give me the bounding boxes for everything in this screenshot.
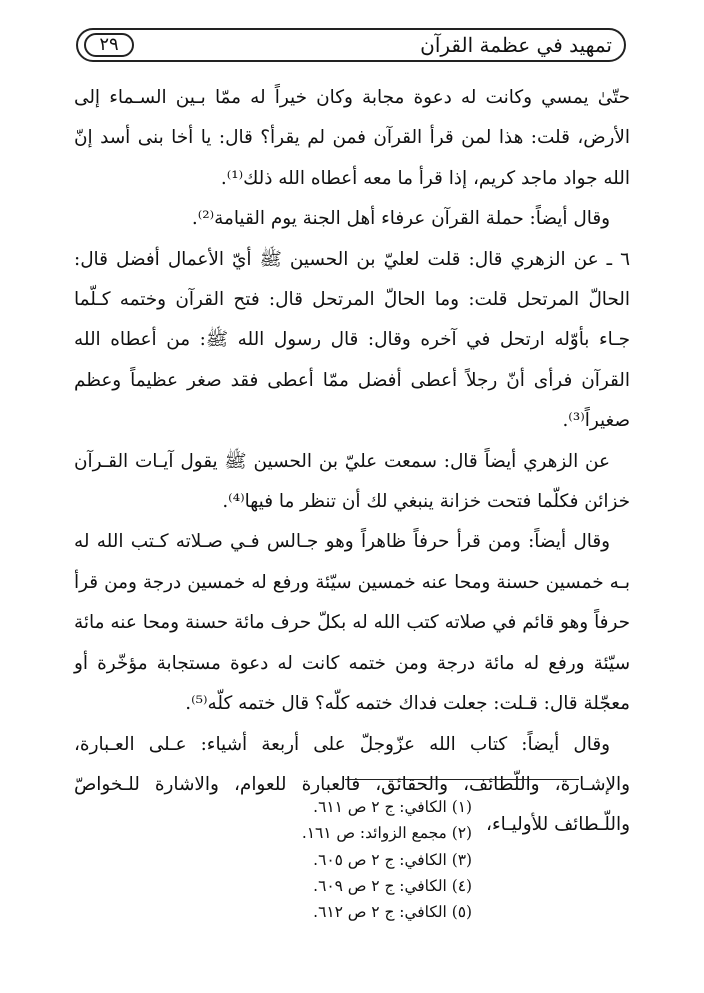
page-header (76, 28, 626, 62)
footnote-divider (345, 779, 579, 780)
paragraph: وقال أيضاً: حملة القرآن عرفاء أهل الجنة يوم القيامة⁽²⁾. (191, 208, 610, 230)
main-text (74, 78, 630, 846)
footnote: (٣) الكافي: ج ٢ ص ٦٠٥. (313, 850, 472, 869)
footnotes (212, 794, 472, 925)
paragraph: وقال أيضاً: كتاب الله عزّوجلّ على أربعة أشياء: عـلى العـبارة، والإشـارة، واللّطائف، والحقائق، فالعبارة للعوام، والاشارة للـخواصّ واللّـطائف للأوليـاء، (74, 733, 630, 836)
paragraph: حتّىٰ يمسي وكانت له دعوة مجابة وكان خيراً له ممّا بـين السـماء إلى الأرض، قلت: هذا لمن قرأ القرآن فمن لم يقرأ؟ قال: يا أخا بنى أسد إنّ الله جواد ماجد كريم، إذا قرأ ما معه أعطاه الله ذلك⁽¹⁾. (74, 87, 630, 189)
page-number: ٢٩ (84, 33, 134, 57)
paragraph: وقال أيضاً: ومن قرأ حرفاً ظاهراً وهو جـالس فـي صـلاته كـتب الله له بـه خمسين حسنة ومحا عنه خمسين سيّئة ورفع له خمسين درجة ومن قرأ حرفاً وهو قائم في صلاته كتب الله له بكلّ حرف مائة حسنة ومحا عنه مائة سيّئة ورفع له مائة درجة ومن ختمه كانت له دعوة مستجابة مؤخّرة أو معجّلة قال: قـلت: جعلت فداك ختمه كلّه؟ قال ختمه كلّه⁽⁵⁾. (74, 531, 630, 715)
footnote: (٤) الكافي: ج ٢ ص ٦٠٩. (313, 876, 472, 895)
paragraph: عن الزهري أيضاً قال: سمعت عليّ بن الحسين ﷺ يقول آيـات القـرآن خزائن فكلّما فتحت خزانة ينبغي لك أن تنظر ما فيها⁽⁴⁾. (74, 450, 630, 513)
footnote: (٢) مجمع الزوائد: ص ١٦١. (301, 824, 472, 843)
footnote: (٥) الكافي: ج ٢ ص ٦١٢. (313, 903, 472, 922)
footnote: (١) الكافي: ج ٢ ص ٦١١. (313, 798, 472, 816)
paragraph: ٦ ـ عن الزهري قال: قلت لعليّ بن الحسين ﷺ أيّ الأعمال أفضل قال: الحالّ المرتحل قلت: وما الحالّ المرتحل قال: فتح القرآن وختمه كـلّما جـاء بأوّله ارتحل في آخره وقال: قال رسول الله ﷺ: من أعطاه الله القرآن فرأى أنّ رجلاً أعطى أفضل ممّا أعطى فقد صغر عظيماً وعظم صغيراً⁽³⁾. (74, 248, 630, 432)
running-title: تمهيد في عظمة القرآن (420, 33, 612, 57)
